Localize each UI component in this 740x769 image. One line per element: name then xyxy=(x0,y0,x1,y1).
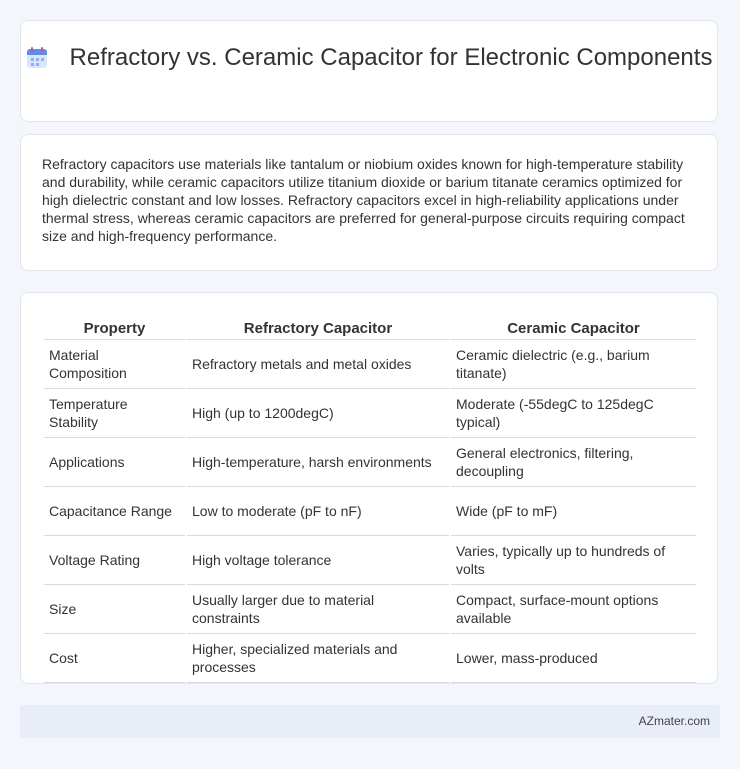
refractory-cell: Higher, specialized materials and processes xyxy=(187,634,449,683)
refractory-cell: High voltage tolerance xyxy=(187,536,449,585)
ceramic-cell: Lower, mass-produced xyxy=(451,634,696,683)
column-header-ceramic: Ceramic Capacitor xyxy=(451,315,696,340)
table-row xyxy=(44,389,696,438)
table-row xyxy=(44,487,696,536)
table-row xyxy=(44,438,696,487)
refractory-cell: Refractory metals and metal oxides xyxy=(187,340,449,389)
refractory-cell: High-temperature, harsh environments xyxy=(187,438,449,487)
comparison-card xyxy=(20,292,718,684)
page-title: Refractory vs. Ceramic Capacitor for Electronic Components xyxy=(69,44,713,71)
footer-bar xyxy=(20,705,720,738)
property-cell: Applications xyxy=(44,438,185,487)
refractory-cell: Usually larger due to material constraints xyxy=(187,585,449,634)
table-row xyxy=(44,340,696,389)
comparison-table xyxy=(42,315,698,683)
ceramic-cell: Ceramic dielectric (e.g., barium titanate) xyxy=(451,340,696,389)
property-cell: Cost xyxy=(44,634,185,683)
table-row xyxy=(44,634,696,683)
ceramic-cell: Wide (pF to mF) xyxy=(451,487,696,536)
ceramic-cell: General electronics, filtering, decoupling xyxy=(451,438,696,487)
page-header xyxy=(21,43,717,77)
refractory-cell: Low to moderate (pF to nF) xyxy=(187,487,449,536)
calendar-icon xyxy=(26,47,48,77)
ceramic-cell: Compact, surface-mount options available xyxy=(451,585,696,634)
refractory-cell: High (up to 1200degC) xyxy=(187,389,449,438)
intro-card xyxy=(20,134,718,271)
table-row xyxy=(44,585,696,634)
property-cell: Voltage Rating xyxy=(44,536,185,585)
ceramic-cell: Moderate (-55degC to 125degC typical) xyxy=(451,389,696,438)
title-card xyxy=(20,20,718,122)
table-header-row xyxy=(44,315,696,340)
table-row xyxy=(44,536,696,585)
property-cell: Capacitance Range xyxy=(44,487,185,536)
property-cell: Temperature Stability xyxy=(44,389,185,438)
footer-brand: AZmater.com xyxy=(638,714,710,728)
column-header-property: Property xyxy=(44,315,185,340)
property-cell: Material Composition xyxy=(44,340,185,389)
ceramic-cell: Varies, typically up to hundreds of volts xyxy=(451,536,696,585)
column-header-refractory: Refractory Capacitor xyxy=(187,315,449,340)
intro-paragraph: Refractory capacitors use materials like tantalum or niobium oxides known for high-temperature stability and durability, while ceramic capacitors utilize titanium dioxide or barium titanate ceramics optimized for high dielectric constant and low losses. Refractory capacitors excel in high-reliability applications under thermal stress, whereas ceramic capacitors are preferred for general-purpose circuits requiring compact size and high-frequency performance. xyxy=(42,156,685,244)
property-cell: Size xyxy=(44,585,185,634)
